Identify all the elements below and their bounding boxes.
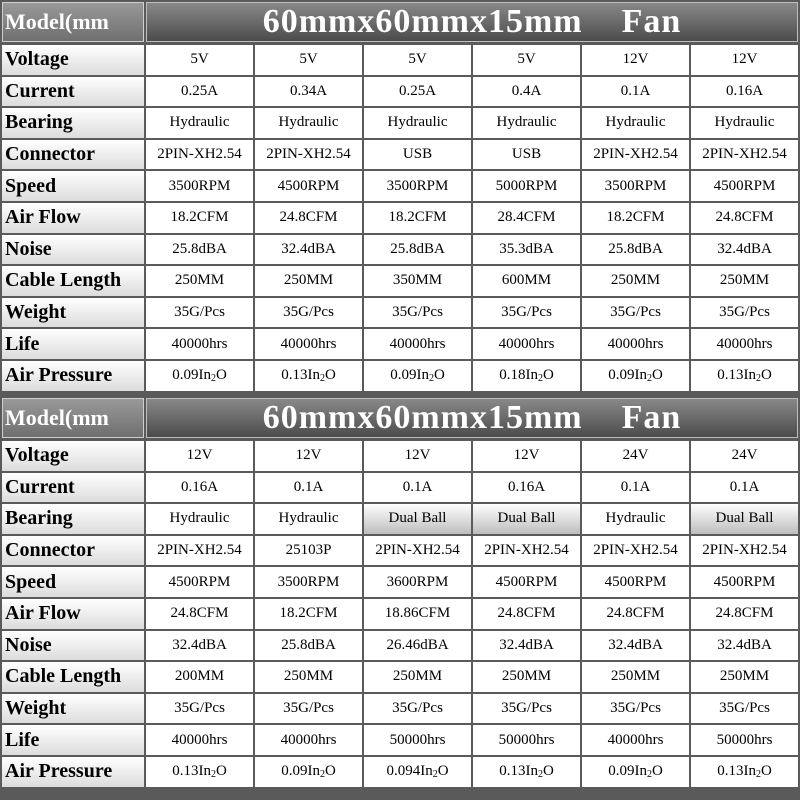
spec-value: Hydraulic bbox=[255, 504, 362, 534]
spec-label: Bearing bbox=[2, 108, 144, 138]
spec-value: 0.13In 2 O bbox=[473, 757, 580, 787]
spec-value: 35G/Pcs bbox=[364, 694, 471, 724]
spec-value: 35G/Pcs bbox=[364, 298, 471, 328]
spec-value: Hydraulic bbox=[582, 504, 689, 534]
spec-value: 0.09In 2 O bbox=[255, 757, 362, 787]
spec-value: 2PIN-XH2.54 bbox=[364, 536, 471, 566]
spec-value: 35G/Pcs bbox=[582, 298, 689, 328]
spec-value: 32.4dBA bbox=[691, 631, 798, 661]
spec-value: 40000hrs bbox=[364, 329, 471, 359]
spec-row bbox=[0, 297, 800, 329]
spec-value: USB bbox=[364, 140, 471, 170]
spec-value: 3600RPM bbox=[364, 567, 471, 597]
spec-value: 28.4CFM bbox=[473, 203, 580, 233]
spec-value: 32.4dBA bbox=[255, 235, 362, 265]
spec-value: 2PIN-XH2.54 bbox=[691, 536, 798, 566]
spec-row bbox=[0, 107, 800, 139]
spec-value: 0.1A bbox=[582, 77, 689, 107]
spec-value: 35G/Pcs bbox=[473, 694, 580, 724]
spec-label: Cable Length bbox=[2, 266, 144, 296]
spec-value: 0.09In 2 O bbox=[146, 361, 253, 391]
spec-value: 35G/Pcs bbox=[473, 298, 580, 328]
spec-value: USB bbox=[473, 140, 580, 170]
spec-label: Air Flow bbox=[2, 599, 144, 629]
spec-row bbox=[0, 202, 800, 234]
spec-value: 4500RPM bbox=[146, 567, 253, 597]
spec-value: 250MM bbox=[364, 662, 471, 692]
model-label: Model(mm bbox=[2, 398, 144, 438]
spec-value: 40000hrs bbox=[255, 329, 362, 359]
spec-value: 0.25A bbox=[364, 77, 471, 107]
spec-value: 5V bbox=[146, 45, 253, 75]
spec-value: 0.16A bbox=[691, 77, 798, 107]
spec-value: 0.1A bbox=[691, 473, 798, 503]
spec-label: Noise bbox=[2, 235, 144, 265]
spec-value: 18.2CFM bbox=[255, 599, 362, 629]
spec-value: Hydraulic bbox=[582, 108, 689, 138]
spec-value: 12V bbox=[691, 45, 798, 75]
spec-value: 50000hrs bbox=[364, 725, 471, 755]
spec-row bbox=[0, 598, 800, 630]
spec-row bbox=[0, 234, 800, 266]
spec-value: 250MM bbox=[691, 662, 798, 692]
spec-value: 200MM bbox=[146, 662, 253, 692]
spec-value: 2PIN-XH2.54 bbox=[146, 140, 253, 170]
spec-value: 0.09In 2 O bbox=[582, 361, 689, 391]
spec-value: 40000hrs bbox=[146, 329, 253, 359]
spec-row bbox=[0, 328, 800, 360]
spec-value: Dual Ball bbox=[691, 504, 798, 534]
spec-value: 18.2CFM bbox=[582, 203, 689, 233]
spec-value: 0.1A bbox=[364, 473, 471, 503]
spec-value: 0.13In 2 O bbox=[255, 361, 362, 391]
spec-value: 250MM bbox=[691, 266, 798, 296]
spec-value: 2PIN-XH2.54 bbox=[691, 140, 798, 170]
spec-value: 24.8CFM bbox=[582, 599, 689, 629]
spec-value: 24.8CFM bbox=[146, 599, 253, 629]
spec-label: Voltage bbox=[2, 441, 144, 471]
spec-label: Air Pressure bbox=[2, 361, 144, 391]
spec-value: 32.4dBA bbox=[473, 631, 580, 661]
spec-value: 40000hrs bbox=[582, 329, 689, 359]
spec-value: 5V bbox=[364, 45, 471, 75]
spec-label: Air Pressure bbox=[2, 757, 144, 787]
spec-value: 4500RPM bbox=[691, 171, 798, 201]
spec-value: 5V bbox=[473, 45, 580, 75]
spec-value: Hydraulic bbox=[146, 504, 253, 534]
spec-value: 0.09In 2 O bbox=[364, 361, 471, 391]
spec-value: 40000hrs bbox=[473, 329, 580, 359]
spec-row bbox=[0, 535, 800, 567]
spec-value: 25.8dBA bbox=[364, 235, 471, 265]
spec-label: Voltage bbox=[2, 45, 144, 75]
spec-value: 2PIN-XH2.54 bbox=[255, 140, 362, 170]
spec-value: 3500RPM bbox=[582, 171, 689, 201]
spec-row bbox=[0, 76, 800, 108]
spec-value: 0.09In 2 O bbox=[582, 757, 689, 787]
spec-value: 24V bbox=[691, 441, 798, 471]
spec-value: 250MM bbox=[146, 266, 253, 296]
spec-label: Noise bbox=[2, 631, 144, 661]
spec-row bbox=[0, 503, 800, 535]
spec-value: 25.8dBA bbox=[582, 235, 689, 265]
spec-value: 250MM bbox=[582, 662, 689, 692]
spec-value: 4500RPM bbox=[255, 171, 362, 201]
spec-value: Dual Ball bbox=[473, 504, 580, 534]
spec-value: Hydraulic bbox=[146, 108, 253, 138]
spec-value: 2PIN-XH2.54 bbox=[582, 536, 689, 566]
spec-value: 0.13In 2 O bbox=[146, 757, 253, 787]
spec-value: 0.1A bbox=[582, 473, 689, 503]
spec-value: 32.4dBA bbox=[691, 235, 798, 265]
spec-value: 0.18In 2 O bbox=[473, 361, 580, 391]
spec-value: 0.16A bbox=[146, 473, 253, 503]
table-title: 60mmx60mmx15mm Fan bbox=[146, 2, 798, 42]
spec-label: Connector bbox=[2, 536, 144, 566]
spec-value: Dual Ball bbox=[364, 504, 471, 534]
spec-value: 12V bbox=[146, 441, 253, 471]
spec-value: 24V bbox=[582, 441, 689, 471]
spec-value: 24.8CFM bbox=[691, 203, 798, 233]
spec-row bbox=[0, 265, 800, 297]
spec-value: 18.2CFM bbox=[364, 203, 471, 233]
spec-value: 2PIN-XH2.54 bbox=[582, 140, 689, 170]
spec-value: 5000RPM bbox=[473, 171, 580, 201]
spec-value: 32.4dBA bbox=[582, 631, 689, 661]
spec-label: Air Flow bbox=[2, 203, 144, 233]
spec-value: 3500RPM bbox=[364, 171, 471, 201]
spec-value: 35G/Pcs bbox=[146, 694, 253, 724]
spec-label: Bearing bbox=[2, 504, 144, 534]
spec-value: 4500RPM bbox=[691, 567, 798, 597]
spec-row bbox=[0, 661, 800, 693]
spec-row bbox=[0, 693, 800, 725]
spec-label: Speed bbox=[2, 567, 144, 597]
spec-value: 2PIN-XH2.54 bbox=[146, 536, 253, 566]
spec-value: 0.1A bbox=[255, 473, 362, 503]
spec-value: 0.16A bbox=[473, 473, 580, 503]
spec-value: 18.2CFM bbox=[146, 203, 253, 233]
spec-value: 600MM bbox=[473, 266, 580, 296]
spec-label: Weight bbox=[2, 298, 144, 328]
spec-value: 2PIN-XH2.54 bbox=[473, 536, 580, 566]
model-label: Model(mm bbox=[2, 2, 144, 42]
spec-value: 0.094In 2 O bbox=[364, 757, 471, 787]
spec-value: 250MM bbox=[473, 662, 580, 692]
spec-value: 35G/Pcs bbox=[582, 694, 689, 724]
spec-value: 35G/Pcs bbox=[255, 298, 362, 328]
spec-value: 250MM bbox=[255, 266, 362, 296]
spec-value: 24.8CFM bbox=[691, 599, 798, 629]
spec-label: Cable Length bbox=[2, 662, 144, 692]
spec-value: Hydraulic bbox=[691, 108, 798, 138]
spec-value: 25103P bbox=[255, 536, 362, 566]
spec-value: 12V bbox=[255, 441, 362, 471]
spec-label: Life bbox=[2, 725, 144, 755]
spec-value: 35G/Pcs bbox=[255, 694, 362, 724]
spec-value: 12V bbox=[473, 441, 580, 471]
spec-row bbox=[0, 440, 800, 472]
spec-value: Hydraulic bbox=[255, 108, 362, 138]
spec-label: Weight bbox=[2, 694, 144, 724]
spec-value: 0.4A bbox=[473, 77, 580, 107]
spec-row bbox=[0, 756, 800, 788]
spec-value: 0.34A bbox=[255, 77, 362, 107]
spec-value: 25.8dBA bbox=[255, 631, 362, 661]
spec-value: 3500RPM bbox=[146, 171, 253, 201]
spec-row bbox=[0, 139, 800, 171]
spec-value: Hydraulic bbox=[473, 108, 580, 138]
header-row bbox=[0, 0, 800, 44]
spec-value: 0.13In 2 O bbox=[691, 757, 798, 787]
spec-value: 12V bbox=[582, 45, 689, 75]
spec-value: 25.8dBA bbox=[146, 235, 253, 265]
spec-value: 32.4dBA bbox=[146, 631, 253, 661]
spec-value: 40000hrs bbox=[691, 329, 798, 359]
spec-value: 35G/Pcs bbox=[691, 694, 798, 724]
spec-value: 350MM bbox=[364, 266, 471, 296]
spec-row bbox=[0, 472, 800, 504]
spec-value: 0.13In 2 O bbox=[691, 361, 798, 391]
spec-row bbox=[0, 566, 800, 598]
spec-value: 18.86CFM bbox=[364, 599, 471, 629]
spec-label: Current bbox=[2, 77, 144, 107]
spec-value: 12V bbox=[364, 441, 471, 471]
spec-value: 40000hrs bbox=[146, 725, 253, 755]
spec-value: 50000hrs bbox=[473, 725, 580, 755]
spec-value: 4500RPM bbox=[473, 567, 580, 597]
spec-value: 35G/Pcs bbox=[146, 298, 253, 328]
table-title: 60mmx60mmx15mm Fan bbox=[146, 398, 798, 438]
spec-value: 3500RPM bbox=[255, 567, 362, 597]
spec-value: 24.8CFM bbox=[255, 203, 362, 233]
spec-value: Hydraulic bbox=[364, 108, 471, 138]
spec-value: 4500RPM bbox=[582, 567, 689, 597]
header-row bbox=[0, 396, 800, 440]
spec-value: 24.8CFM bbox=[473, 599, 580, 629]
spec-row bbox=[0, 44, 800, 76]
spec-value: 50000hrs bbox=[691, 725, 798, 755]
spec-value: 26.46dBA bbox=[364, 631, 471, 661]
spec-row bbox=[0, 724, 800, 756]
spec-label: Connector bbox=[2, 140, 144, 170]
spec-value: 0.25A bbox=[146, 77, 253, 107]
spec-label: Speed bbox=[2, 171, 144, 201]
spec-row bbox=[0, 630, 800, 662]
spec-value: 40000hrs bbox=[255, 725, 362, 755]
spec-value: 40000hrs bbox=[582, 725, 689, 755]
spec-row bbox=[0, 170, 800, 202]
spec-value: 5V bbox=[255, 45, 362, 75]
spec-label: Life bbox=[2, 329, 144, 359]
spec-label: Current bbox=[2, 473, 144, 503]
spec-value: 250MM bbox=[582, 266, 689, 296]
spec-value: 35G/Pcs bbox=[691, 298, 798, 328]
spec-value: 35.3dBA bbox=[473, 235, 580, 265]
spec-row bbox=[0, 360, 800, 392]
spec-value: 250MM bbox=[255, 662, 362, 692]
